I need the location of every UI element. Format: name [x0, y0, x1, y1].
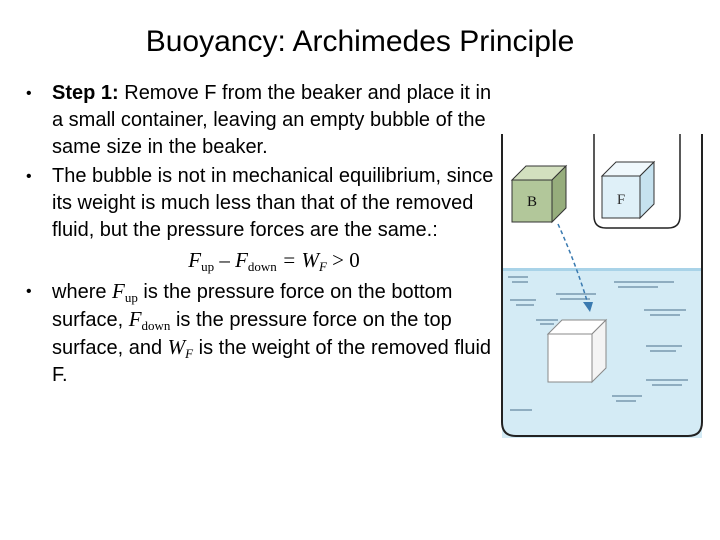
- bullet-bubble: [26, 163, 496, 244]
- where-down-sub: down: [141, 318, 171, 333]
- where-prefix: where: [52, 281, 113, 303]
- eq-down-sub: down: [247, 259, 277, 274]
- eq-minus: –: [214, 248, 236, 272]
- box-f-label: F: [616, 192, 626, 208]
- where-w: W: [167, 335, 186, 359]
- where-mid-1: is the pressure force on the bottom surface,: [52, 281, 453, 331]
- step-1-label: Step 1:: [52, 82, 119, 104]
- bullet-marker: •: [26, 168, 32, 185]
- where-mid-2: is the pressure force on the top surface, and: [52, 309, 452, 359]
- force-equation: [26, 246, 496, 274]
- eq-equals: =: [276, 248, 302, 272]
- eq-f-up: F: [188, 248, 202, 272]
- where-f-up: F: [112, 279, 125, 303]
- where-w-sub: F: [185, 346, 194, 361]
- bubble-text: The bubble is not in mechanical equilibrium, since its weight is much less than that of the removed fluid, but the pressure forces are the same.:: [52, 165, 494, 241]
- buoyancy-diagram: [496, 124, 710, 442]
- eq-rhs: > 0: [326, 248, 360, 272]
- bullet-marker: •: [26, 283, 32, 300]
- bullet-step-1: [26, 80, 496, 161]
- bullet-where: [26, 278, 496, 389]
- box-b-label: B: [526, 194, 538, 210]
- box-b: [512, 166, 566, 222]
- where-end: is the weight of the removed fluid F.: [52, 337, 492, 386]
- empty-bubble: [548, 320, 606, 382]
- where-f-down: F: [128, 307, 142, 331]
- eq-f-down: F: [235, 248, 248, 272]
- box-f: [602, 162, 654, 218]
- eq-w-sub: F: [318, 259, 327, 274]
- step-1-text: Remove F from the beaker and place it in a small container, leaving an empty bubble of the same size in the beaker.: [52, 82, 492, 158]
- where-up-sub: up: [124, 290, 138, 305]
- bullet-list: [26, 80, 496, 391]
- eq-w: W: [301, 248, 319, 272]
- eq-up-sub: up: [201, 259, 215, 274]
- bullet-marker: •: [26, 85, 32, 102]
- slide-title: Buoyancy: Archimedes Principle: [145, 25, 575, 58]
